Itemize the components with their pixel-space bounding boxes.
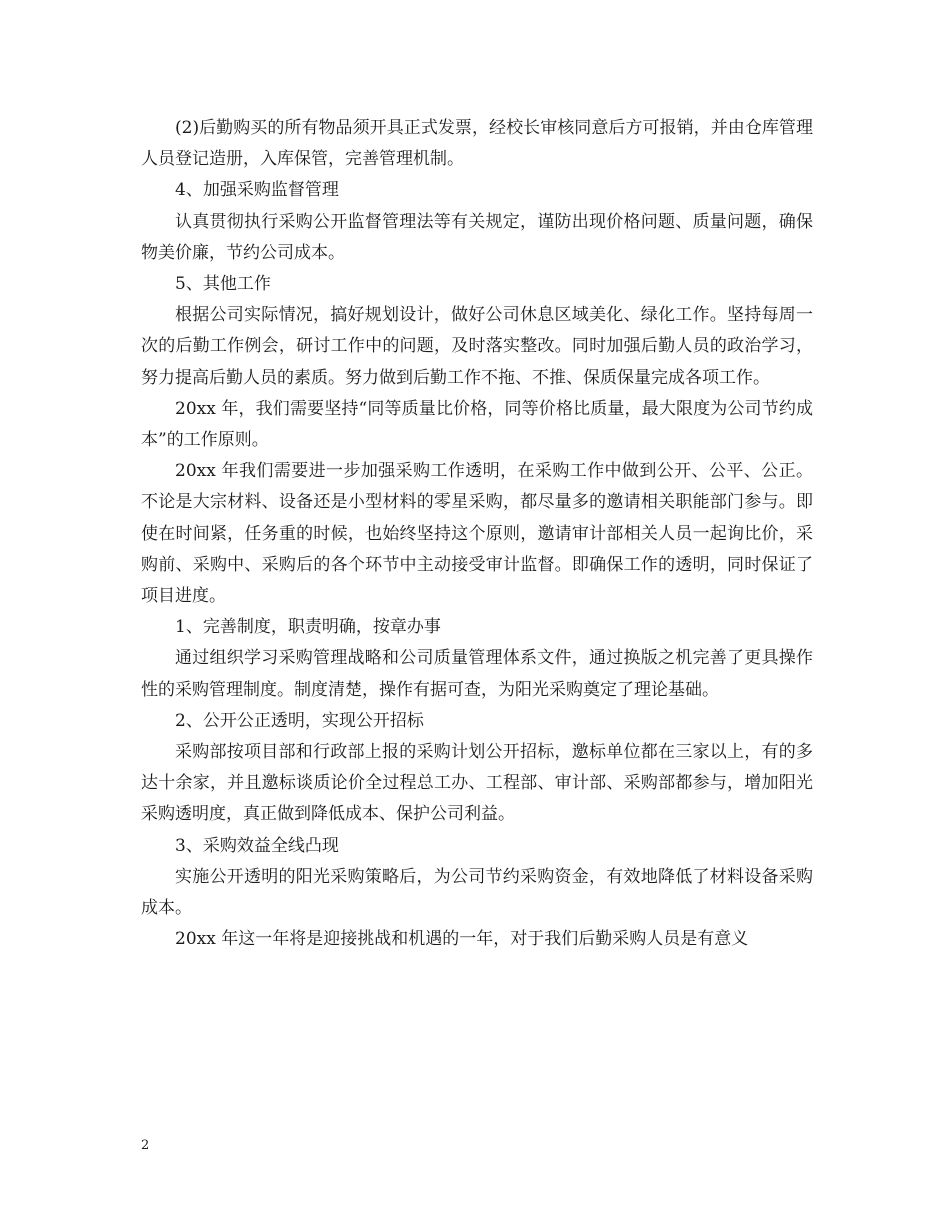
page-number: 2 — [141, 1138, 150, 1153]
section-heading-2: 2、公开公正透明，实现公开招标 — [175, 710, 424, 731]
section-heading-3: 3、采购效益全线凸现 — [175, 835, 339, 856]
paragraph-3: 根据公司实际情况，搞好规划设计，做好公司休息区域美化、绿化工作。坚持每周一次的后勤工作例会，研讨工作中的问题，及时落实整改。同时加强后勤人员的政治学习，努力提高后勤人员的素质。努力做到后勤工作不拖、不推、保质保量完成各项工作。 — [141, 305, 813, 388]
paragraph-9: 20xx 年这一年将是迎接挑战和机遇的一年，对于我们后勤采购人员是有意义 — [175, 929, 749, 950]
paragraph-7: 采购部按项目部和行政部上报的采购计划公开招标，邀标单位都在三家以上，有的多达十余家，并且邀标谈质论价全过程总工办、工程部、审计部、采购部都参与，增加阳光采购透明度，真正做到降低成本、保护公司利益。 — [141, 742, 813, 825]
section-heading-4: 4、加强采购监督管理 — [175, 180, 339, 201]
paragraph-2: 认真贯彻执行采购公开监督管理法等有关规定，谨防出现价格问题、质量问题，确保物美价廉，节约公司成本。 — [141, 211, 813, 263]
paragraph-6: 通过组织学习采购管理战略和公司质量管理体系文件，通过换版之机完善了更具操作性的采购管理制度。制度清楚，操作有据可查，为阳光采购奠定了理论基础。 — [141, 648, 813, 700]
paragraph-5: 20xx 年我们需要进一步加强采购工作透明，在采购工作中做到公开、公平、公正。不论是大宗材料、设备还是小型材料的零星采购，都尽量多的邀请相关职能部门参与。即使在时间紧，任务重的时候，也始终坚持这个原则，邀请审计部相关人员一起询比价，采购前、采购中、采购后的各个环节中主动接受审计监督。即确保工作的透明，同时保证了项目进度。 — [141, 461, 813, 607]
document-body — [141, 113, 813, 955]
section-heading-5: 5、其他工作 — [175, 274, 271, 295]
paragraph-4: 20xx 年，我们需要坚持“同等质量比价格，同等价格比质量，最大限度为公司节约成本”的工作原则。 — [141, 398, 813, 451]
section-heading-1: 1、完善制度，职责明确，按章办事 — [175, 617, 441, 638]
paragraph-1: (2)后勤购买的所有物品须开具正式发票，经校长审核同意后方可报销，并由仓库管理人员登记造册，入库保管，完善管理机制。 — [141, 118, 813, 170]
paragraph-8: 实施公开透明的阳光采购策略后，为公司节约采购资金，有效地降低了材料设备采购成本。 — [141, 866, 813, 919]
